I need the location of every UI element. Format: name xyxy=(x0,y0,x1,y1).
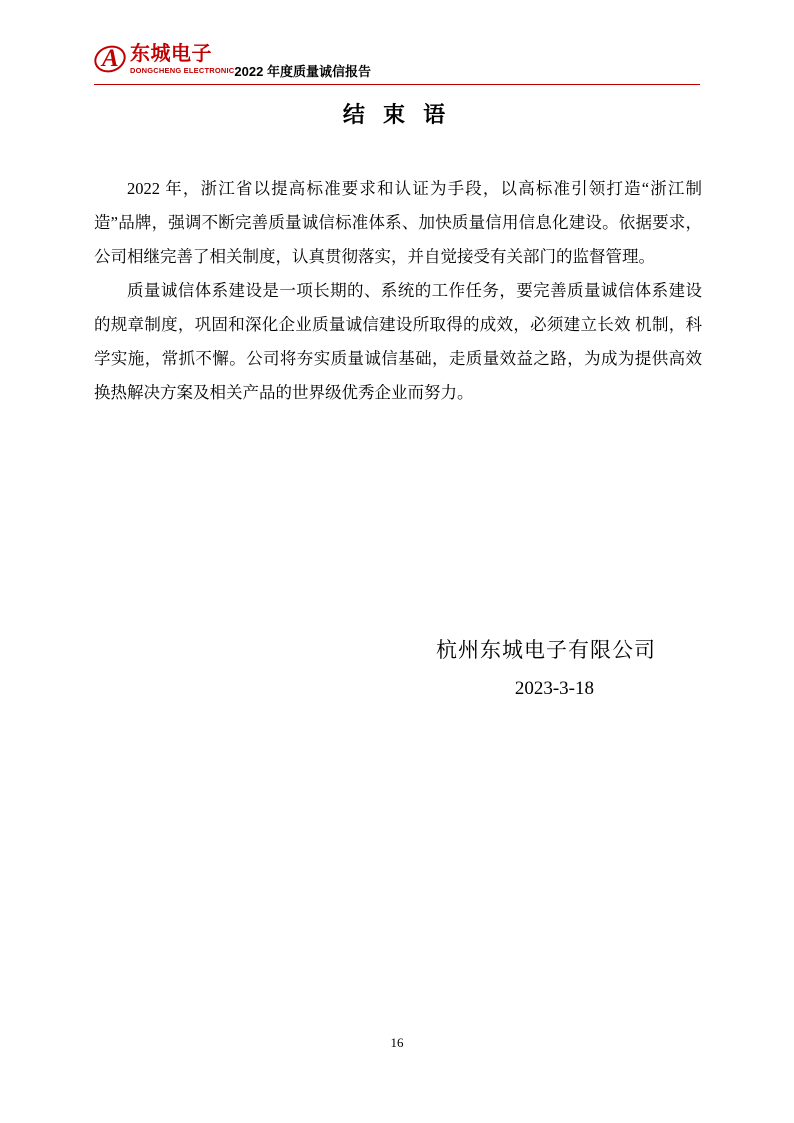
body-content xyxy=(94,172,702,410)
header-divider xyxy=(94,84,700,85)
logo-letter: A xyxy=(102,45,119,72)
header-report-title: 2022 年度质量诚信报告 xyxy=(234,64,371,79)
company-logo xyxy=(94,36,234,82)
header-inner xyxy=(94,36,700,82)
logo-text xyxy=(130,44,234,75)
page-header xyxy=(94,36,700,88)
page-number: 16 xyxy=(390,1035,404,1050)
paragraph-2: 质量诚信体系建设是一项长期的、系统的工作任务，要完善质量诚信体系建设的规章制度，巩固和深化企业质量诚信建设所取得的成效，必须建立长效 机制，科学实施，常抓不懈。公司将夯实质量诚信基础，走质量效益之路，为成为提供高效换热解决方案及相关产品的世界级优秀企业而努力。 xyxy=(94,281,702,402)
logo-company-cn: 东城电子 xyxy=(130,42,212,65)
signature-company: 杭州东城电子有限公司 xyxy=(436,638,656,662)
logo-ellipse-icon xyxy=(94,39,128,79)
signature-block xyxy=(94,630,702,708)
logo-company-en: DONGCHENG ELECTRONIC xyxy=(130,65,235,75)
paragraph-1: 2022 年，浙江省以提高标准要求和认证为手段，以高标准引领打造“浙江制造”品牌，强调不断完善质量诚信标准体系、加快质量信用信息化建设。依据要求，公司相继完善了相关制度，认真贯彻落实，并自觉接受有关部门的监督管理。 xyxy=(94,179,702,266)
page-title: 结 束 语 xyxy=(342,102,452,127)
signature-date: 2023-3-18 xyxy=(514,678,594,699)
